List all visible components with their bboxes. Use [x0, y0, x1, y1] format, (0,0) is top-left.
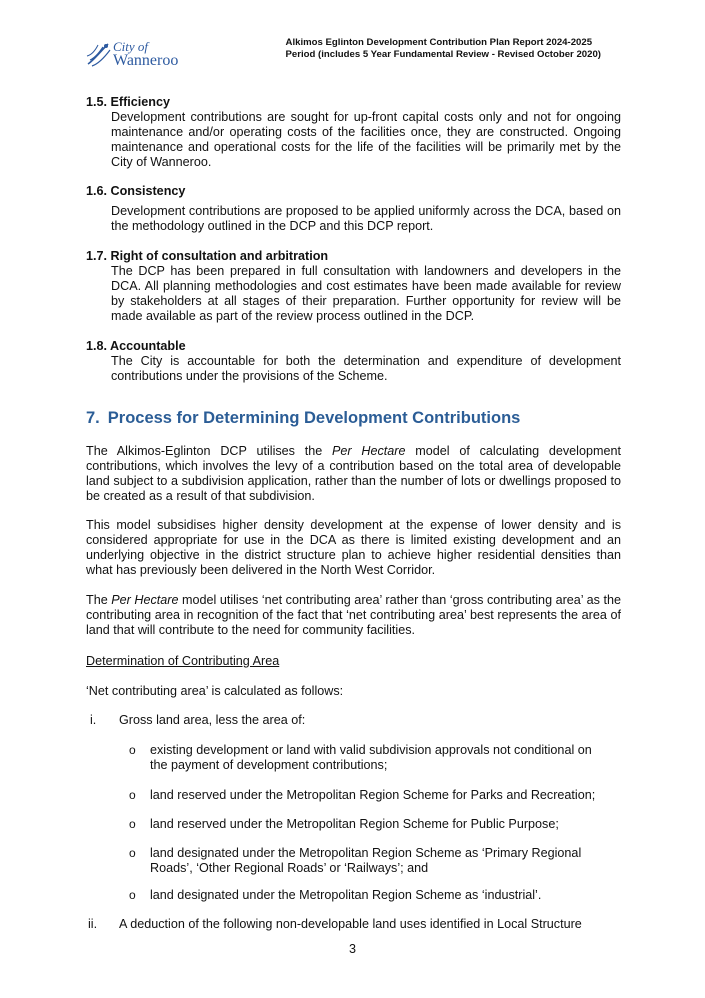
- section-heading-consultation: 1.7. Right of consultation and arbitration: [86, 249, 329, 263]
- list-marker-i: i.: [90, 713, 97, 727]
- header-title: Alkimos Eglinton Development Contribution Plan Report 2024-2025: [285, 37, 593, 48]
- logo-emblem-icon: [86, 40, 112, 68]
- bullet-marker: o: [129, 743, 136, 757]
- list-item-i: Gross land area, less the area of:: [119, 713, 306, 727]
- bullet-marker: o: [129, 788, 136, 802]
- chapter-title: Process for Determining Development Contributions: [107, 409, 521, 427]
- header-period: Period (includes 5 Year Fundamental Review - Revised October 2020): [285, 49, 601, 60]
- bullet-public-purpose: land reserved under the Metropolitan Region Scheme for Public Purpose;: [150, 817, 559, 831]
- chapter-heading: [86, 409, 528, 428]
- paragraph-subsidy: This model subsidises higher density development at the expense of lower density and is considered appropriate for use in the DCA as there is limited existing development and an underlying objective in the district structure plan to achieve higher residential densities than what has previously been delivered in the North West Corridor.: [86, 518, 621, 577]
- page-number: 3: [348, 942, 356, 956]
- paragraph-per-hectare-intro: [86, 444, 621, 504]
- p3-emphasis: Per Hectare: [111, 593, 179, 607]
- net-area-intro: ‘Net contributing area’ is calculated as follows:: [86, 684, 344, 698]
- bullet-regional-roads: land designated under the Metropolitan Region Scheme as ‘Primary Regional Roads’, ‘Other Regional Roads’ or ‘Railways’; and: [150, 846, 582, 875]
- bullet-marker: o: [129, 846, 136, 860]
- logo-text-wanneroo: Wanneroo: [113, 52, 179, 69]
- subheading-contributing-area: Determination of Contributing Area: [86, 654, 280, 668]
- paragraph-net-area: [86, 593, 621, 638]
- section-heading-efficiency: 1.5. Efficiency: [86, 95, 170, 109]
- bullet-industrial: land designated under the Metropolitan Region Scheme as ‘industrial’.: [150, 888, 542, 902]
- logo-text-city: City of: [113, 39, 149, 54]
- list-marker-ii: ii.: [88, 917, 98, 931]
- section-body-accountable: The City is accountable for both the determination and expenditure of development contributions under the provisions of the Scheme.: [111, 354, 621, 383]
- section-body-consistency: Development contributions are proposed to be applied uniformly across the DCA, based on the methodology outlined in the DCP and this DCP report.: [111, 204, 621, 233]
- section-body-efficiency: Development contributions are sought for up-front capital costs only and not for ongoing maintenance and/or operating costs of the facilities once, they are constructed. Ongoing maintenance and operational costs for the life of the facilities will be primarily met by the City of Wanneroo.: [111, 110, 621, 169]
- city-of-wanneroo-logo: [86, 40, 186, 70]
- p1-text-a: The Alkimos-Eglinton DCP utilises the: [86, 444, 333, 458]
- section-heading-accountable: 1.8. Accountable: [86, 339, 186, 353]
- p1-text-b: model of calculating development contributions, which involves the levy of a contribution based on the total area of developable land subject to a subdivision application, rather than the number of lots or dwellings proposed to be created as a result of that subdivision.: [86, 444, 621, 503]
- bullet-existing-development: existing development or land with valid subdivision approvals not conditional on the payment of development contributions;: [150, 743, 592, 772]
- p3-text-a: The: [86, 593, 112, 607]
- section-heading-consistency: 1.6. Consistency: [86, 184, 186, 198]
- bullet-marker: o: [129, 817, 136, 831]
- p3-text-b: model utilises ‘net contributing area’ rather than ‘gross contributing area’ as the contributing area in recognition of the fact that ‘net contributing area’ best represents the area of land that will contribute to the need for community facilities.: [86, 593, 621, 637]
- p1-emphasis: Per Hectare: [332, 444, 406, 458]
- bullet-parks-recreation: land reserved under the Metropolitan Region Scheme for Parks and Recreation;: [150, 788, 596, 802]
- section-body-consultation: The DCP has been prepared in full consultation with landowners and developers in the DCA. All planning methodologies and cost estimates have been made available for review by stakeholders at all stages of their preparation. Further opportunity for review will be made available as part of the review process outlined in the DCP.: [111, 264, 621, 323]
- chapter-number: 7.: [86, 409, 100, 427]
- document-header: [286, 37, 601, 61]
- bullet-marker: o: [129, 888, 136, 902]
- list-item-ii: A deduction of the following non-developable land uses identified in Local Structure: [119, 917, 582, 931]
